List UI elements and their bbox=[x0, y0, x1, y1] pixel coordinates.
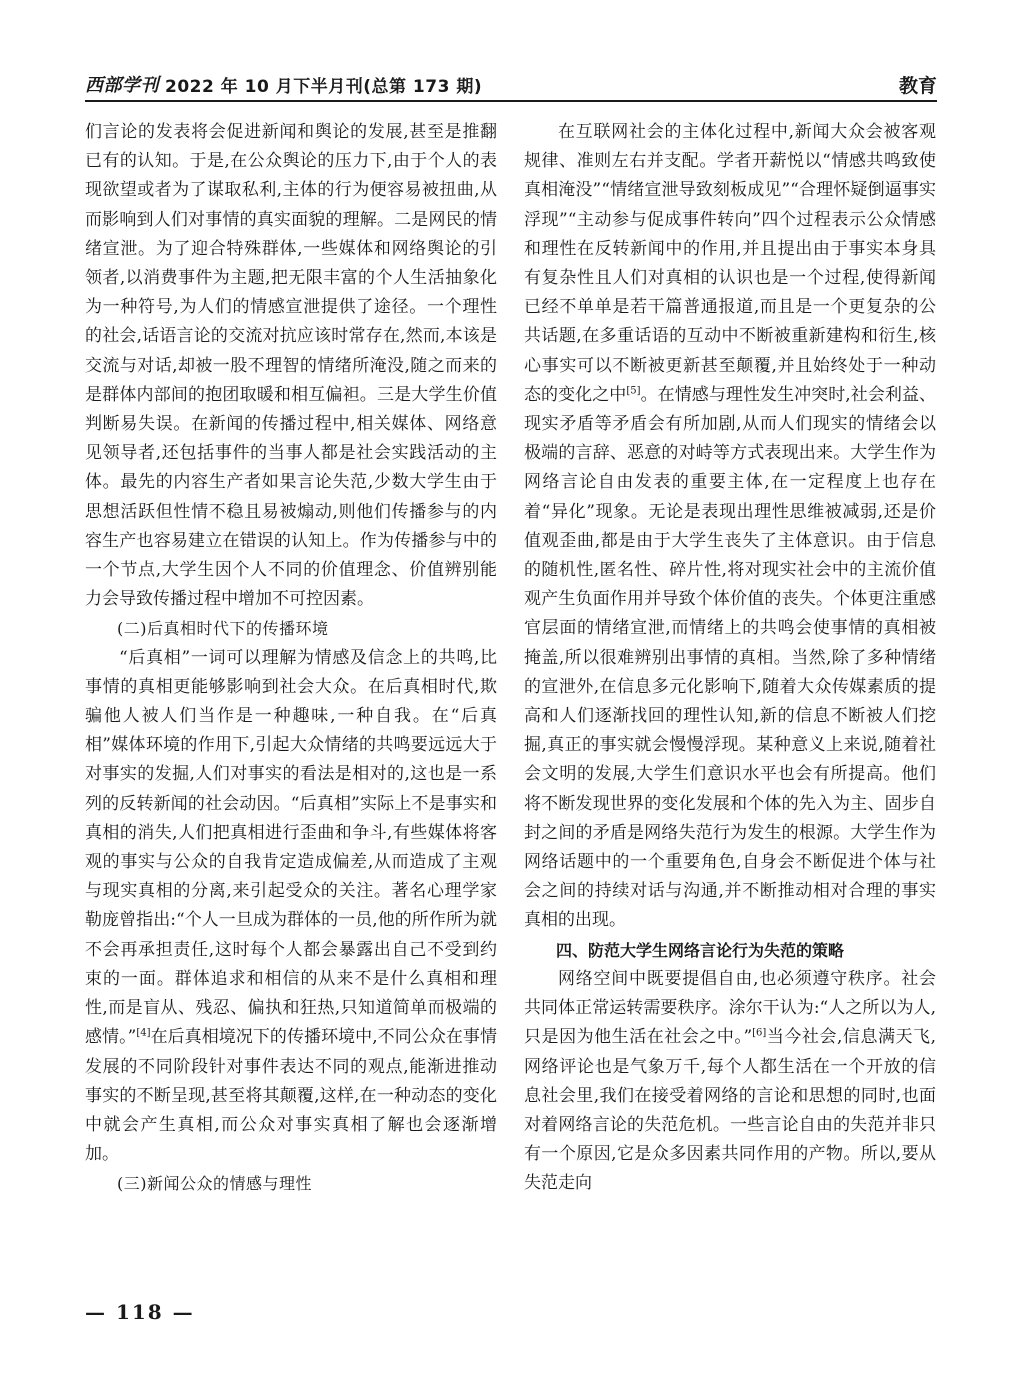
issue-info: 2022 年 10 月下半月刊(总第 173 期) bbox=[165, 76, 483, 97]
paragraph bbox=[524, 118, 936, 936]
paragraph-text: 网络空间中既要提倡自由,也必须遵守秩序。社会共同体正常运转需要秩序。涂尔干认为:“人之所以为人,只是因为他生活在社会之中。” bbox=[524, 968, 936, 1048]
right-column bbox=[524, 118, 936, 1199]
paragraph-text: “后真相”一词可以理解为情感及信念上的共鸣,比事情的真相更能够影响到社会大众。在后真相时代,欺骗他人被人们当作是一种趣味,一种自我。在“后真相”媒体环境的作用下,引起大众情绪的共鸣要远远大于对事实的发掘,人们对事实的看法是相对的,这也是一系列的反转新闻的社会动因。“后真相”实际上不是事实和真相的消失,人们把真相进行歪曲和争斗,有些媒体将客观的事实与公众的自我肯定造成偏差,从而造成了主观与现实真相的分离,来引起受众的关注。著名心理学家勒庞曾指出:“个人一旦成为群体的一员,他的所作所为就不会再承担责任,这时每个人都会暴露出自己不受到约束的一面。群体追求和相信的从来不是什么真相和理性,而是盲从、残忍、偏执和狂热,只知道简单而极端的感情。” bbox=[85, 647, 497, 1048]
paragraph-text: 。在情感与理性发生冲突时,社会利益、现实矛盾等矛盾会有所加剧,从而人们现实的情绪会以极端的言辞、恶意的对峙等方式表现出来。大学生作为网络言论自由发表的重要主体,在一定程度上也存在着“异化”现象。无论是表现出理性思维被减弱,还是价值观歪曲,都是由于大学生丧失了主体意识。由于信息的随机性,匿名性、碎片性,将对现实社会中的主流价值观产生负面作用并导致个体价值的丧失。个体更注重感官层面的情绪宣泄,而情绪上的共鸣会使事情的真相被掩盖,所以很难辨别出事情的真相。当然,除了多种情绪的宣泄外,在信息多元化影响下,随着大众传媒素质的提高和人们逐渐找回的理性认知,新的信息不断被人们挖掘,真正的事实就会慢慢浮现。某种意义上来说,随着社会文明的发展,大学生们意识水平也会有所提高。他们将不断发现世界的变化发展和个体的先入为主、固步自封之间的矛盾是网络失范行为发生的根源。大学生作为网络话题中的一个重要角色,自身会不断促进个体与社会之间的持续对话与沟通,并不断推动相对合理的事实真相的出现。 bbox=[524, 384, 937, 931]
paragraph-text: 当今社会,信息满天飞,网络评论也是气象万千,每个人都生活在一个开放的信息社会里,我们在接受着网络的言论和思想的同时,也面对着网络言论的失范危机。一些言论自由的失范并非只有一个原因,它是众多因素共同作用的产物。所以,要从失范走向 bbox=[524, 1027, 936, 1194]
paragraph: 们言论的发表将会促进新闻和舆论的发展,甚至是推翻已有的认知。于是,在公众舆论的压力下,由于个人的表现欲望或者为了谋取私利,主体的行为便容易被扭曲,从而影响到人们对事情的真实面貌的理解。二是网民的情绪宣泄。为了迎合特殊群体,一些媒体和网络舆论的引领者,以消费事件为主题,把无限丰富的个人生活抽象化为一种符号,为人们的情感宣泄提供了途径。一个理性的社会,话语言论的交流对抗应该时常存在,然而,本该是交流与对话,却被一股不理智的情绪所淹没,随之而来的是群体内部间的抱团取暖和相互偏袒。三是大学生价值判断易失误。在新闻的传播过程中,相关媒体、网络意见领导者,还包括事件的当事人都是社会实践活动的主体。最先的内容生产者如果言论失范,少数大学生由于思想活跃但性情不稳且易被煽动,则他们传播参与的内容生产也容易建立在错误的认知上。作为传播参与中的一个节点,大学生因个人不同的价值理念、价值辨别能力会导致传播过程中增加不可控因素。 bbox=[85, 122, 497, 610]
paragraph-text: 在互联网社会的主体化过程中,新闻大众会被客观规律、准则左右并支配。学者开薪悦以“情感共鸣致使真相淹没”“情绪宣泄导致刻板成见”“合理怀疑倒逼事实浮现”“主动参与促成事件转向”四个过程表示公众情感和理性在反转新闻中的作用,并且提出由于事实本身具有复杂性且人们对真相的认识也是一个过程,使得新闻已经不单单是若干篇普通报道,而且是一个更复杂的公共话题,在多重话语的互动中不断被重新建构和衍生,核心事实可以不断被更新甚至颠覆,并且始终处于一种动态的变化之中 bbox=[524, 122, 936, 405]
journal-info bbox=[85, 71, 482, 97]
section-title: 教育 bbox=[898, 74, 937, 97]
paragraph bbox=[85, 644, 497, 1170]
citation-ref: [5] bbox=[626, 385, 641, 397]
subsection-heading: (三)新闻公众的情感与理性 bbox=[117, 1174, 312, 1194]
subsection-heading: (二)后真相时代下的传播环境 bbox=[117, 619, 329, 639]
journal-logo: 西部学刊 bbox=[85, 75, 159, 96]
section-heading: 四、防范大学生网络言论行为失范的策略 bbox=[556, 940, 845, 960]
citation-ref: [4] bbox=[136, 1027, 151, 1039]
page-number: — 118 — bbox=[85, 1300, 195, 1324]
paragraph bbox=[524, 965, 936, 1199]
paragraph-text: 在后真相境况下的传播环境中,不同公众在事情发展的不同阶段针对事件表达不同的观点,能渐进推动事实的不断呈现,甚至将其颠覆,这样,在一种动态的变化中就会产生真相,而公众对事实真相了解也会逐渐增加。 bbox=[85, 1027, 497, 1165]
running-header bbox=[85, 68, 937, 102]
citation-ref: [6] bbox=[752, 1027, 767, 1039]
left-column bbox=[85, 118, 497, 1199]
